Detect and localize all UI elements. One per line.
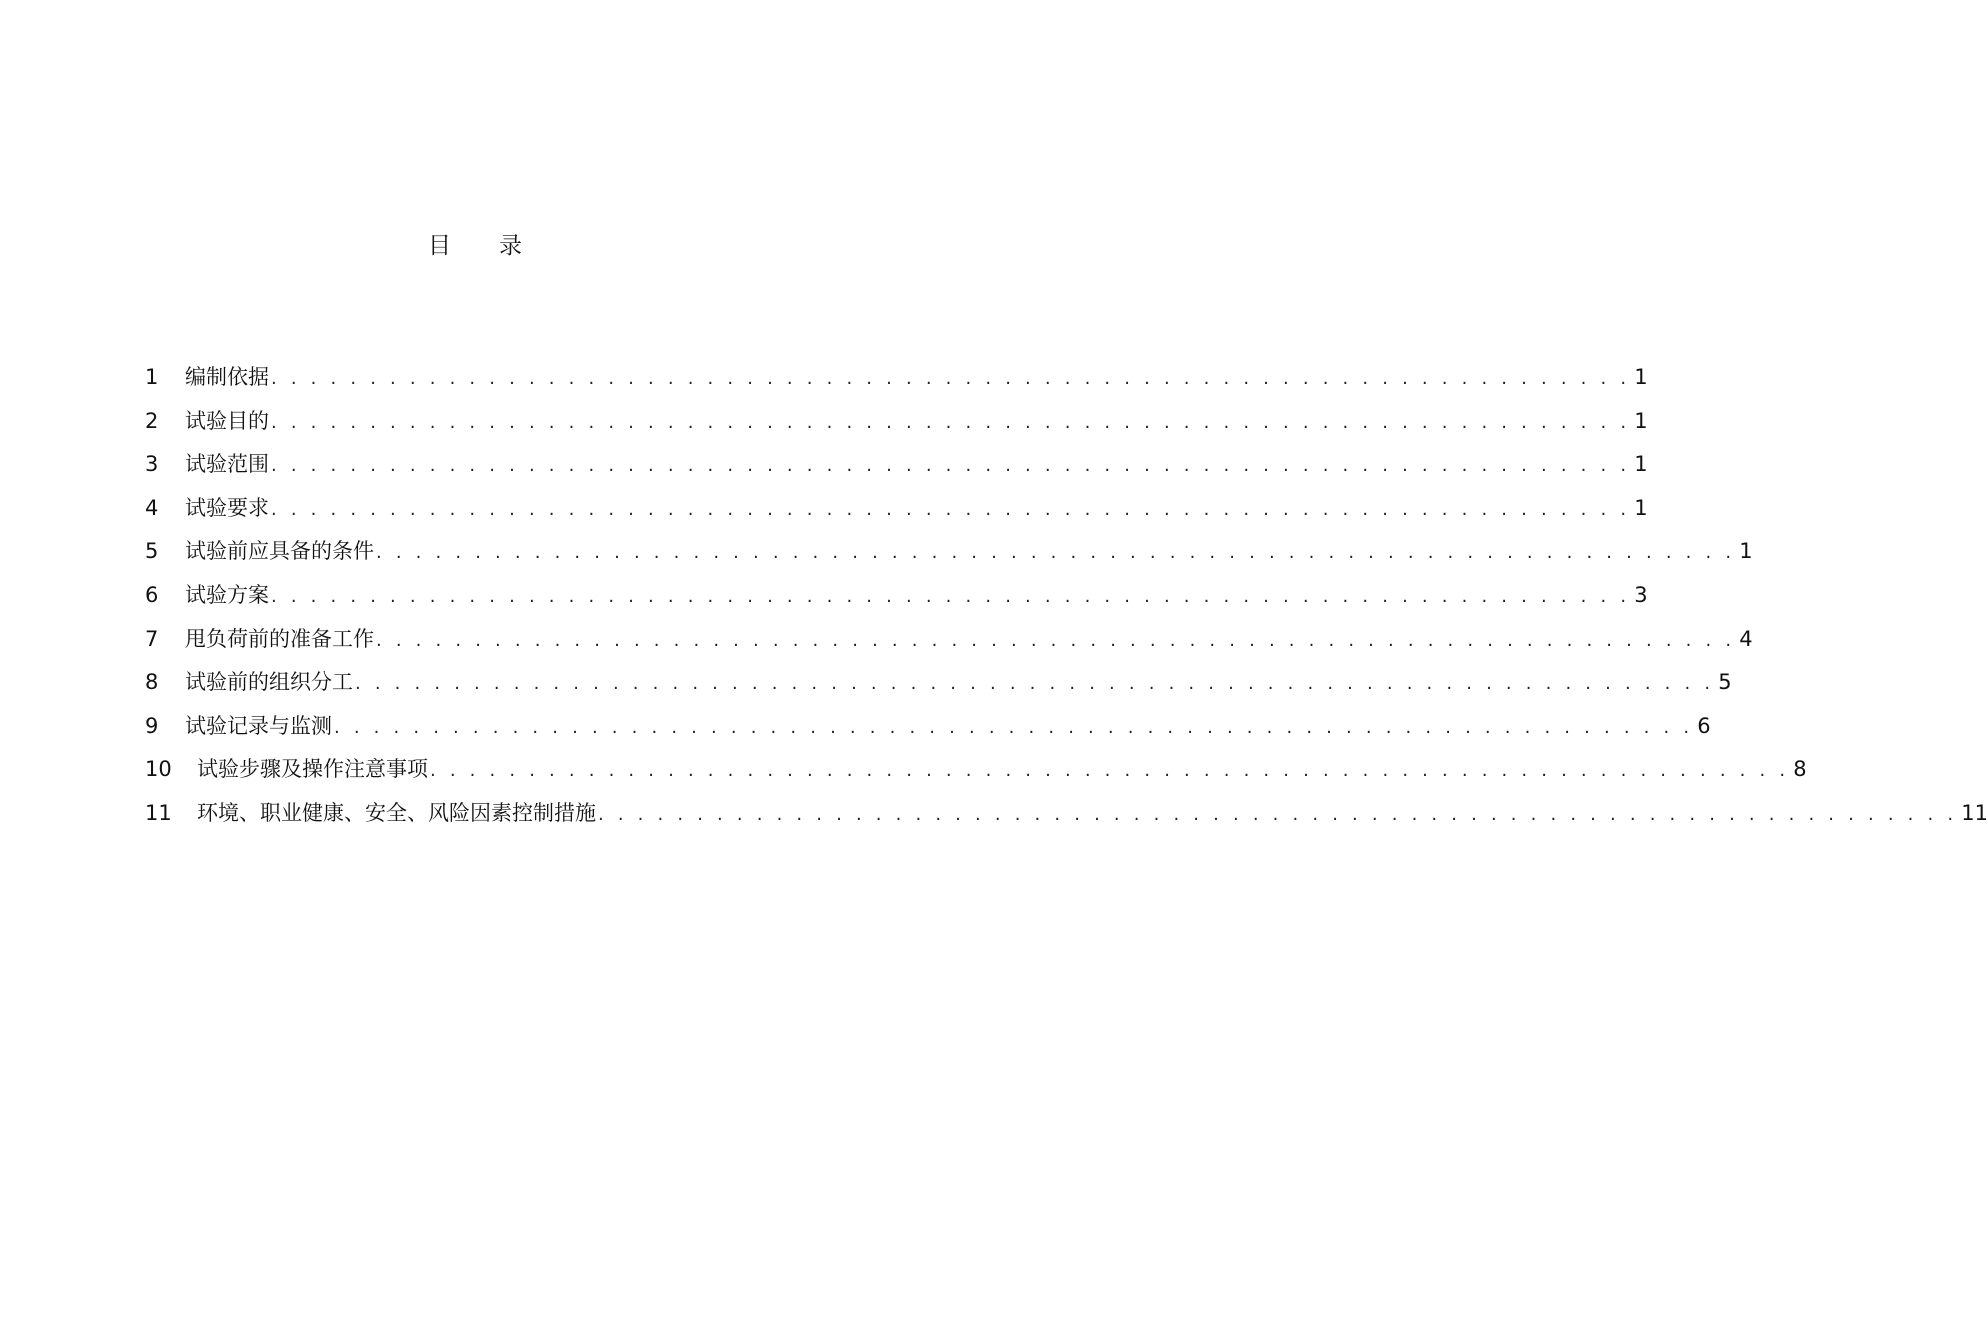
toc-entry-number: 7: [145, 626, 159, 651]
toc-entry-number: 2: [145, 408, 159, 433]
toc-entry-number: 10: [145, 757, 172, 782]
toc-entry-number: 3: [145, 452, 159, 477]
toc-dot-leader: . . . . . . . . . . . . . . . . . . . . . . . . . . . . . . . . . . . . . . . . . . . . . . . . . . . . . . . . . . . . . . . . . . . . .: [271, 585, 1631, 607]
toc-dot-leader: . . . . . . . . . . . . . . . . . . . . . . . . . . . . . . . . . . . . . . . . . . . . . . . . . . . . . . . . . . . . . . . . . . . . .: [271, 368, 1631, 389]
toc-entry-number: 8: [145, 670, 159, 695]
toc-entry-title: 试验范围: [185, 452, 269, 477]
toc-entry-3[interactable]: [145, 443, 1648, 487]
toc-entry-number: 6: [145, 582, 159, 607]
toc-entry-2[interactable]: [145, 400, 1648, 444]
toc-entry-title: 试验记录与监测: [185, 713, 332, 738]
toc-entry-page: 1: [1739, 539, 1753, 564]
toc-entry-number: 11: [145, 800, 172, 825]
toc-entry-title: 环境、职业健康、安全、风险因素控制措施: [197, 800, 596, 825]
toc-entry-number: 4: [145, 495, 159, 520]
toc-dot-leader: . . . . . . . . . . . . . . . . . . . . . . . . . . . . . . . . . . . . . . . . . . . . . . . . . . . . . . . . . . . . . . . . . . . . .: [598, 803, 1958, 825]
toc-entry-title: 试验前应具备的条件: [185, 539, 374, 564]
toc-entry-5[interactable]: [145, 530, 1753, 574]
toc-entry-1[interactable]: [145, 356, 1648, 400]
toc-entry-page: 5: [1718, 670, 1732, 695]
toc-dot-leader: . . . . . . . . . . . . . . . . . . . . . . . . . . . . . . . . . . . . . . . . . . . . . . . . . . . . . . . . . . . . . . . . . . . . .: [355, 673, 1715, 695]
toc-dot-leader: . . . . . . . . . . . . . . . . . . . . . . . . . . . . . . . . . . . . . . . . . . . . . . . . . . . . . . . . . . . . . . . . . . . . .: [376, 542, 1736, 564]
toc-entry-8[interactable]: [145, 661, 1732, 705]
toc-entry-title: 编制依据: [185, 365, 269, 389]
toc-entry-title: 甩负荷前的准备工作: [185, 626, 374, 651]
toc-entry-title: 试验目的: [185, 408, 269, 433]
toc-entry-title: 试验方案: [185, 582, 269, 607]
toc-entry-title: 试验要求: [185, 495, 269, 520]
toc-entry-page: 11: [1961, 800, 1988, 825]
toc-dot-leader: . . . . . . . . . . . . . . . . . . . . . . . . . . . . . . . . . . . . . . . . . . . . . . . . . . . . . . . . . . . . . . . . . . . . .: [271, 498, 1631, 520]
toc-entry-4[interactable]: [145, 487, 1648, 531]
toc-dot-leader: . . . . . . . . . . . . . . . . . . . . . . . . . . . . . . . . . . . . . . . . . . . . . . . . . . . . . . . . . . . . . . . . . . . . .: [376, 629, 1736, 651]
toc-entry-9[interactable]: [145, 705, 1711, 749]
toc-title-char-2: 录: [499, 233, 522, 259]
toc-entry-11[interactable]: [145, 792, 1988, 836]
toc-dot-leader: . . . . . . . . . . . . . . . . . . . . . . . . . . . . . . . . . . . . . . . . . . . . . . . . . . . . . . . . . . . . . . . . . . . . .: [271, 411, 1631, 433]
toc-entry-page: 1: [1634, 408, 1648, 433]
toc-entry-6[interactable]: [145, 574, 1648, 618]
toc-entry-7[interactable]: [145, 618, 1753, 662]
toc-entry-page: 8: [1793, 757, 1807, 782]
toc-entry-page: 1: [1634, 365, 1648, 389]
toc-entry-10[interactable]: [145, 748, 1807, 792]
toc-title: [0, 228, 950, 264]
toc-entry-title: 试验步骤及操作注意事项: [197, 757, 428, 782]
toc-entry-number: 9: [145, 713, 159, 738]
toc-entry-page: 1: [1634, 452, 1648, 477]
toc-dot-leader: . . . . . . . . . . . . . . . . . . . . . . . . . . . . . . . . . . . . . . . . . . . . . . . . . . . . . . . . . . . . . . . . . . . . .: [430, 760, 1790, 782]
toc-entry-page: 6: [1697, 713, 1711, 738]
toc-entry-page: 3: [1634, 582, 1648, 607]
toc-dot-leader: . . . . . . . . . . . . . . . . . . . . . . . . . . . . . . . . . . . . . . . . . . . . . . . . . . . . . . . . . . . . . . . . . . . . .: [334, 716, 1694, 738]
toc-title-char-1: 目: [428, 233, 451, 259]
toc-entry-number: 1: [145, 365, 159, 389]
toc-list: [145, 356, 1988, 836]
toc-dot-leader: . . . . . . . . . . . . . . . . . . . . . . . . . . . . . . . . . . . . . . . . . . . . . . . . . . . . . . . . . . . . . . . . . . . . .: [271, 455, 1631, 477]
toc-entry-page: 4: [1739, 626, 1753, 651]
toc-entry-page: 1: [1634, 495, 1648, 520]
toc-entry-title: 试验前的组织分工: [185, 670, 353, 695]
toc-entry-number: 5: [145, 539, 159, 564]
